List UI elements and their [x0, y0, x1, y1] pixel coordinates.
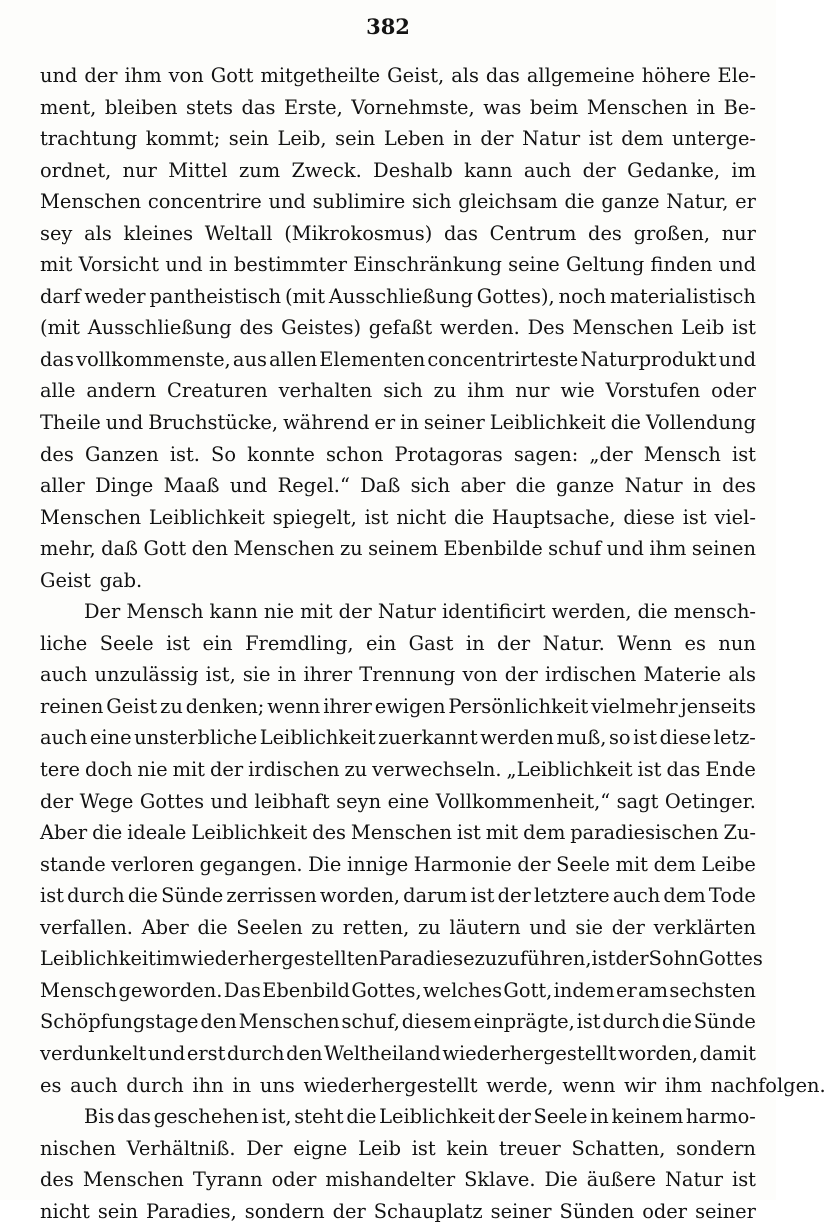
- text-line: aller Dinge Maaß und Regel.“ Daß sich aber die ganze Natur in des: [40, 474, 756, 498]
- paragraph: [40, 596, 826, 1101]
- text-line: nischen Verhältniß. Der eigne Leib ist kein treuer Schatten, sondern: [40, 1136, 756, 1160]
- text-line: Bis das geschehen ist, steht die Leiblichkeit der Seele in keinem harmo-: [84, 1105, 756, 1129]
- text-line: liche Seele ist ein Fremdling, ein Gast in der Natur. Wenn es nun: [40, 631, 756, 655]
- text-line: tere doch nie mit der irdischen zu verwechseln. „Leiblichkeit ist das Ende: [40, 758, 756, 782]
- text-line: darf weder pantheistisch (mit Ausschließung Gottes), noch materialistisch: [40, 284, 756, 308]
- text-line: des Menschen Tyrann oder mishandelter Sklave. Die äußere Natur ist: [40, 1168, 756, 1192]
- text-line: ist durch die Sünde zerrissen worden, darum ist der letztere auch dem Tode: [40, 884, 756, 908]
- text-line: Schöpfungstage den Menschen schuf, diesem einprägte, ist durch die Sünde: [40, 1010, 756, 1034]
- text-line: und der ihm von Gott mitgetheilte Geist, als das allgemeine höhere Ele-: [40, 64, 756, 87]
- text-line: reinen Geist zu denken; wenn ihrer ewigen Persönlichkeit vielmehr jenseits: [40, 694, 756, 718]
- text-line: Der Mensch kann nie mit der Natur identificirt werden, die mensch-: [84, 600, 756, 624]
- text-line: Leiblichkeit im wiederhergestellten Paradiese zuzuführen, ist der Sohn Gottes: [40, 947, 763, 971]
- text-line: Geist gab.: [40, 568, 143, 592]
- text-line: das vollkommenste, aus allen Elementen concentrirteste Naturprodukt und: [40, 347, 756, 371]
- text-line: mehr, daß Gott den Menschen zu seinem Ebenbilde schuf und ihm seinen: [40, 537, 756, 561]
- text-line: trachtung kommt; sein Leib, sein Leben in der Natur ist dem unterge-: [40, 127, 756, 151]
- text-line: auch unzulässig ist, sie in ihrer Trennung von der irdischen Materie als: [40, 663, 756, 687]
- page-number: 382: [366, 14, 410, 39]
- text-line: stande verloren gegangen. Die innige Harmonie der Seele mit dem Leibe: [40, 852, 756, 876]
- paragraph: [40, 1101, 756, 1227]
- text-line: (mit Ausschließung des Geistes) gefaßt werden. Des Menschen Leib ist: [40, 316, 756, 340]
- text-line: ment, bleiben stets das Erste, Vornehmste, was beim Menschen in Be-: [40, 95, 756, 119]
- text-line: des Ganzen ist. So konnte schon Protagoras sagen: „der Mensch ist: [40, 442, 756, 466]
- paragraph: [40, 60, 756, 596]
- text-line: nicht sein Paradies, sondern der Schauplatz seiner Sünden oder seiner: [40, 1199, 756, 1223]
- body-text: [40, 60, 826, 1227]
- text-line: alle andern Creaturen verhalten sich zu ihm nur wie Vorstufen oder: [40, 379, 756, 403]
- text-line: auch eine unsterbliche Leiblichkeit zuerkannt werden muß, so ist diese letz-: [40, 726, 756, 750]
- text-line: Mensch geworden. Das Ebenbild Gottes, welches Gott, indem er am sechsten: [40, 978, 756, 1002]
- text-line: der Wege Gottes und leibhaft seyn eine Vollkommenheit,“ sagt Oetinger.: [40, 789, 756, 813]
- text-line: ordnet, nur Mittel zum Zweck. Deshalb kann auch der Gedanke, im: [40, 158, 756, 182]
- text-line: mit Vorsicht und in bestimmter Einschränkung seine Geltung finden und: [40, 253, 756, 277]
- text-line: Aber die ideale Leiblichkeit des Menschen ist mit dem paradiesischen Zu-: [40, 821, 756, 845]
- text-line: Menschen concentrire und sublimire sich gleichsam die ganze Natur, er: [40, 190, 756, 214]
- text-line: verdunkelt und erst durch den Weltheiland wiederhergestellt worden, damit: [40, 1041, 756, 1065]
- text-line: es auch durch ihn in uns wiederhergestellt werde, wenn wir ihm nachfolgen.: [40, 1073, 826, 1097]
- text-line: sey als kleines Weltall (Mikrokosmus) das Centrum des großen, nur: [40, 221, 756, 245]
- text-line: Theile und Bruchstücke, während er in seiner Leiblichkeit die Vollendung: [40, 411, 756, 435]
- text-line: Menschen Leiblichkeit spiegelt, ist nicht die Hauptsache, diese ist viel-: [40, 505, 756, 529]
- text-line: verfallen. Aber die Seelen zu retten, zu läutern und sie der verklärten: [40, 915, 756, 939]
